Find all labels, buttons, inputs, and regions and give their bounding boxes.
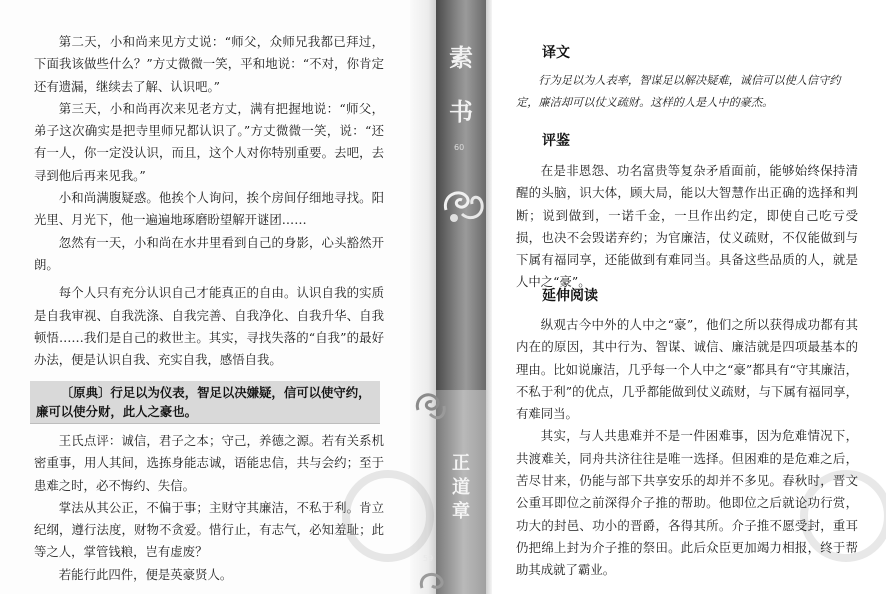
translation-text: 行为足以为人表率，智谋足以解决疑难，诚信可以使人信守约定，廉洁却可以仗义疏财。这样的人是人中的豪杰。	[516, 74, 841, 110]
extended-paragraph: 其实，与人共患难并不是一件困难事，因为危难情况下，共渡难关，同舟共济往往是唯一选择。但困难的是危难之后，苦尽甘来，仍能与部下共享安乐的却并不多见。春秋时，晋文公重耳即位之前深得介子推的帮助。他即位之后就论功行赏，功大的封邑、功小的晋爵，各得其所。介子推不愿受封，重耳仍把绵上封为介子推的祭田。此后众臣更加竭力相报，终于帮助其成就了霸业。	[516, 428, 858, 578]
spine-title-char: 书	[449, 97, 473, 126]
heading-translation: 译文	[542, 45, 570, 61]
commentary-block	[34, 430, 384, 586]
commentary-paragraph: 掌法从其公正，不偏于事；主财守其廉洁，不私于利。肯立纪纲，遵行法度，财物不贪爱。惜行止，有志气，必知羞耻；此等之人，掌管钱粮，岂有虚废？	[34, 499, 384, 560]
cloud-swirl-icon	[410, 380, 450, 426]
chapter-title-char: 正	[452, 453, 470, 474]
cloud-swirl-icon	[416, 566, 460, 594]
commentary-paragraph: 若能行此四件，便是英豪贤人。	[58, 566, 233, 582]
extended-reading-block	[516, 314, 858, 582]
commentary-paragraph: 王氏点评：诚信，君子之本；守己，养德之源。若有关系机密重事，用人其间，选拣身能志诚，语能忠信，共与会约；至于患难之时，必不悔约、失信。	[34, 433, 384, 493]
left-paragraph: 每个人只有充分认识自己才能真正的自由。认识自我的实质是自我审视、自我洗涤、自我完善、自我净化、自我升华、自我顿悟……我们是自己的救世主。其实，寻找失落的“自我”的最好办法，便是认识自我、充实自我，感悟自我。	[34, 285, 384, 368]
left-paragraph: 第二天，小和尚来见方丈说：“师父，众师兄我都已拜过，下面我该做些什么？”方丈微微一笑，平和地说：“不对，你肯定还有遗漏，继续去了解、认识吧。”	[34, 34, 384, 94]
left-paragraph: 忽然有一天，小和尚在水井里看到自己的身影，心头豁然开朗。	[34, 234, 384, 272]
chapter-title-char: 章	[452, 501, 470, 522]
heading-extended-reading: 延伸阅读	[542, 288, 598, 304]
spine-title-char: 素	[449, 43, 473, 72]
page-number-right-spine: 60	[454, 143, 465, 152]
extended-paragraph: 纵观古今中外的人中之“豪”，他们之所以获得成功都有其内在的原因，其中行为、智谋、诚信、廉洁就是四项最基本的理由。比如说廉洁，几乎每一个人中之“豪”都具有“守其廉洁，不私于利”的优点，几乎都能做到仗义疏财，与下属有福同享，有难同当。	[516, 317, 858, 422]
commentary-text: 在是非恩怨、功名富贵等复杂矛盾面前，能够始终保持清醒的头脑，识大体，顾大局，能以大智慧作出正确的选择和判断；说到做到，一诺千金，一旦作出约定，即使自己吃亏受损，也决不会毁诺弃约；为官廉洁，仗义疏财，不仅能做到与下属有福同享，还能做到有难同当。具备这些品质的人，就是人中之“豪”。	[516, 163, 858, 290]
commentary-text-block	[516, 160, 858, 294]
left-paragraph: 小和尚满腹疑惑。他挨个人询问，挨个房间仔细地寻找。阳光里、月光下，他一遍遍地琢磨盼望解开谜团……	[34, 190, 384, 228]
left-story-block	[34, 31, 384, 371]
cloud-swirl-icon	[440, 170, 490, 230]
left-paragraph: 第三天，小和尚再次来见老方丈，满有把握地说：“师父，弟子这次确实是把寺里师兄都认识了。”方丈微微一笑，说：“还有一人，你一定没认识，而且，这个人对你特别重要。去吧，去寻到他后再来见我。”	[34, 100, 384, 183]
chapter-title-char: 道	[452, 477, 470, 498]
classic-body: 行足以为仪表，智足以决嫌疑，信可以使守约，廉可以使分财，此人之豪也。	[36, 385, 371, 419]
classic-quote	[36, 383, 376, 421]
page-number-left-spine: 59	[423, 554, 434, 563]
heading-commentary: 评鉴	[542, 133, 570, 149]
watermark-seal	[342, 470, 434, 562]
classic-label: 〔原典〕	[60, 385, 111, 400]
